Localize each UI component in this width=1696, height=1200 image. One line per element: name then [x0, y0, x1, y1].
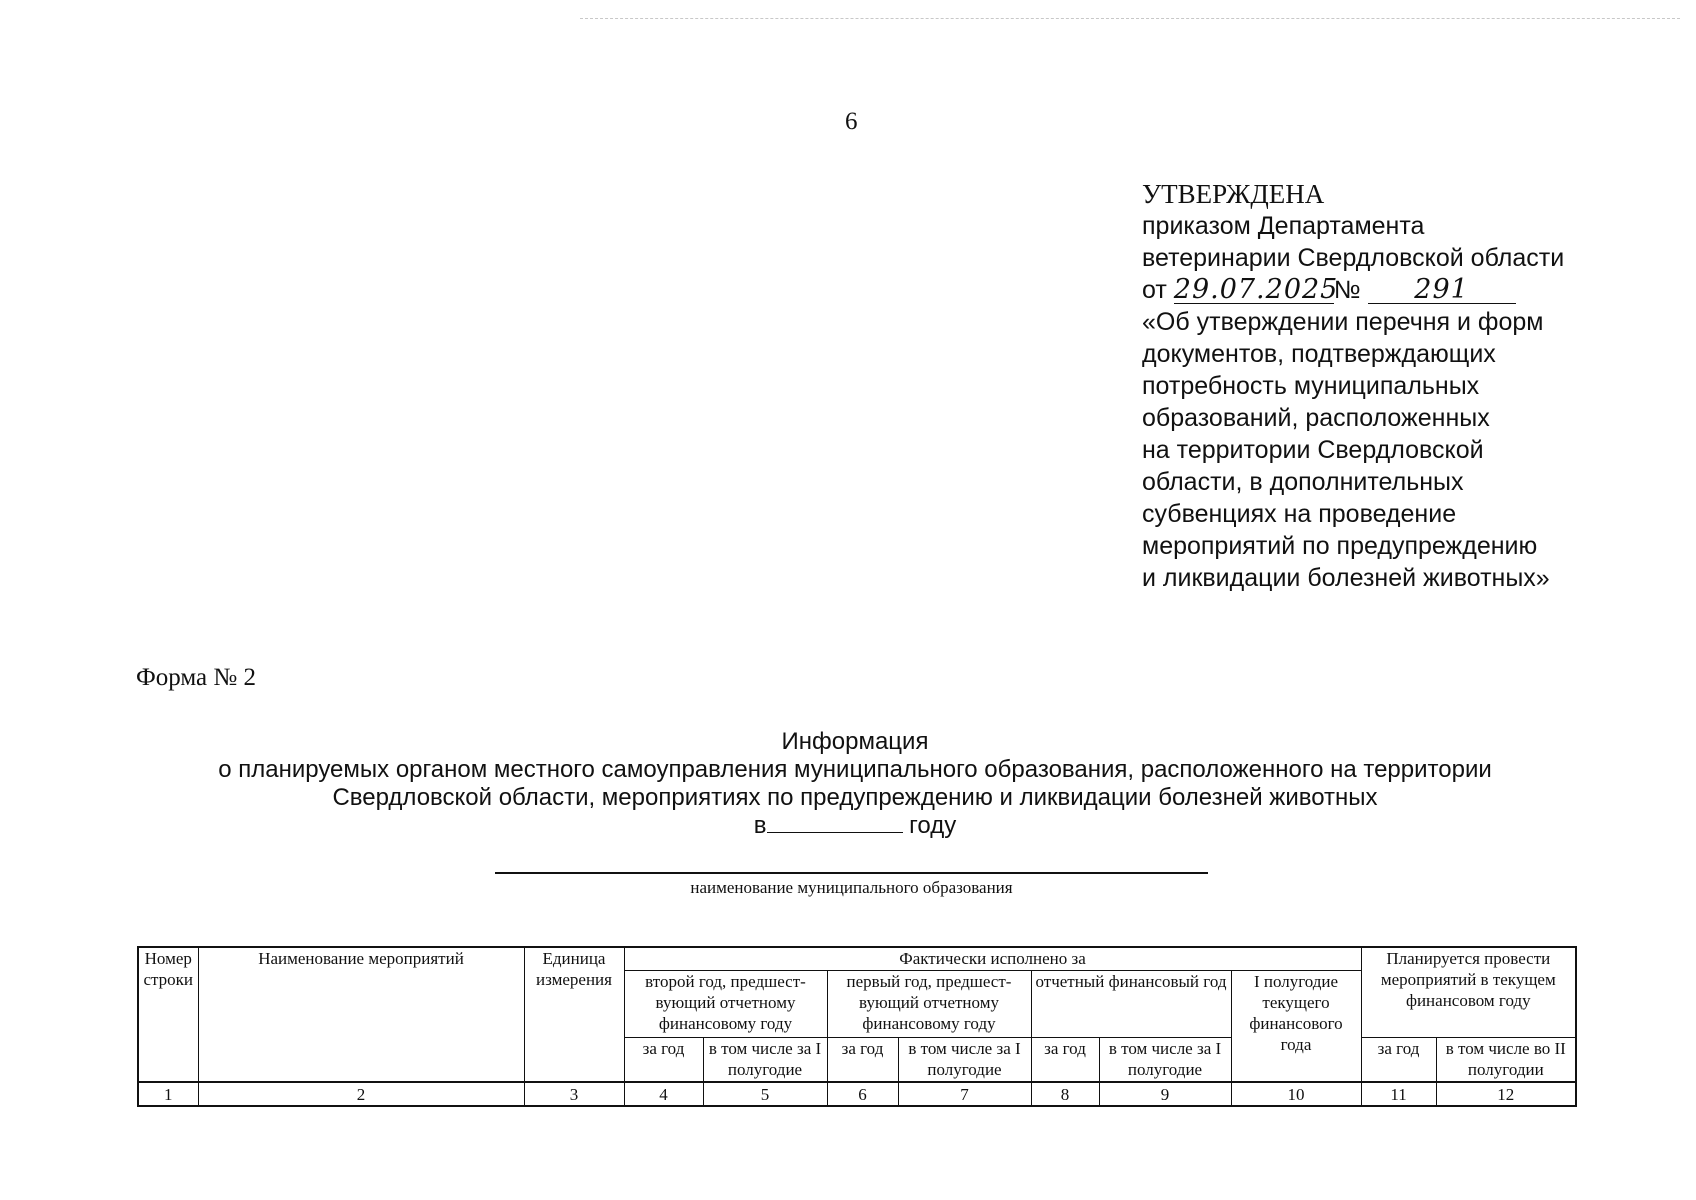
title-year-suffix: году	[909, 812, 957, 839]
form-table	[137, 946, 1577, 1107]
approval-subject-line: потребность муниципальных	[1142, 372, 1480, 400]
header-row-number: Номер строки	[138, 947, 198, 1082]
approval-subject-line: области, в дополнительных	[1142, 468, 1464, 496]
approval-subject-line: субвенциях на проведение	[1142, 500, 1457, 528]
title-year-prefix: в	[753, 812, 767, 839]
column-number: 3	[524, 1082, 624, 1106]
header-for-year: за год	[1361, 1038, 1436, 1083]
header-first-year: первый год, предшест-вующий отчетному финансовому году	[827, 971, 1031, 1038]
header-planned: Планируется провести мероприятий в текущем финансовом году	[1361, 947, 1576, 1038]
page-number: 6	[845, 108, 858, 135]
column-number: 4	[624, 1082, 703, 1106]
scan-top-edge	[580, 18, 1680, 19]
municipality-caption: наименование муниципального образования	[690, 878, 1013, 897]
header-unit: Единица измерения	[524, 947, 624, 1082]
header-report-year: отчетный финансовый год	[1031, 971, 1231, 1038]
header-for-year: за год	[827, 1038, 898, 1083]
header-for-year: за год	[624, 1038, 703, 1083]
title-year-line	[140, 812, 1570, 840]
approval-subject-line: мероприятий по предупреждению	[1142, 532, 1538, 560]
title-line-1: Информация	[781, 728, 929, 755]
column-number: 1	[138, 1082, 198, 1106]
document-title	[140, 728, 1570, 840]
approval-date-value: 29.07.2025	[1173, 274, 1339, 305]
year-blank-field	[767, 812, 903, 833]
approval-subject-line: на территории Свердловской	[1142, 436, 1484, 464]
form-label: Форма № 2	[136, 664, 256, 691]
approval-date-line	[1142, 274, 1602, 306]
header-for-year: за год	[1031, 1038, 1099, 1083]
approval-subject-line: «Об утверждении перечня и форм	[1142, 308, 1544, 336]
approval-subject-line: документов, подтверждающих	[1142, 340, 1496, 368]
municipality-blank-line	[495, 872, 1208, 874]
approval-line-1: приказом Департамента	[1142, 212, 1425, 240]
column-number: 11	[1361, 1082, 1436, 1106]
header-incl-first-half: в том числе за I полугодие	[1099, 1038, 1231, 1083]
column-number: 6	[827, 1082, 898, 1106]
column-number: 7	[898, 1082, 1031, 1106]
title-line-3: Свердловской области, мероприятиях по предупреждению и ликвидации болезней животных	[332, 784, 1378, 811]
approval-line-2: ветеринарии Свердловской области	[1142, 244, 1565, 272]
header-second-year: второй год, предшест-вующий отчетному финансовому году	[624, 971, 827, 1038]
header-half-year: I полугодие текущего финансового года	[1231, 971, 1361, 1083]
approval-number-sign: №	[1333, 276, 1361, 304]
header-actual-executed: Фактически исполнено за	[624, 947, 1361, 971]
column-number: 12	[1436, 1082, 1576, 1106]
approval-number-value: 291	[1368, 277, 1516, 304]
header-incl-second-half: в том числе во II полугодии	[1436, 1038, 1576, 1083]
approval-subject-line: и ликвидации болезней животных»	[1142, 564, 1550, 592]
approval-subject-line: образований, расположенных	[1142, 404, 1490, 432]
approval-date-prefix: от	[1142, 276, 1167, 304]
column-number: 10	[1231, 1082, 1361, 1106]
title-line-2: о планируемых органом местного самоуправления муниципального образования, расположенного на территории	[218, 756, 1492, 783]
header-incl-first-half: в том числе за I полугодие	[898, 1038, 1031, 1083]
column-number: 2	[198, 1082, 524, 1106]
header-measure-name: Наименование мероприятий	[198, 947, 524, 1082]
column-number: 8	[1031, 1082, 1099, 1106]
column-number: 9	[1099, 1082, 1231, 1106]
approval-heading: УТВЕРЖДЕНА	[1142, 179, 1325, 209]
header-incl-first-half: в том числе за I полугодие	[703, 1038, 827, 1083]
column-number: 5	[703, 1082, 827, 1106]
approval-stamp	[1142, 178, 1602, 594]
